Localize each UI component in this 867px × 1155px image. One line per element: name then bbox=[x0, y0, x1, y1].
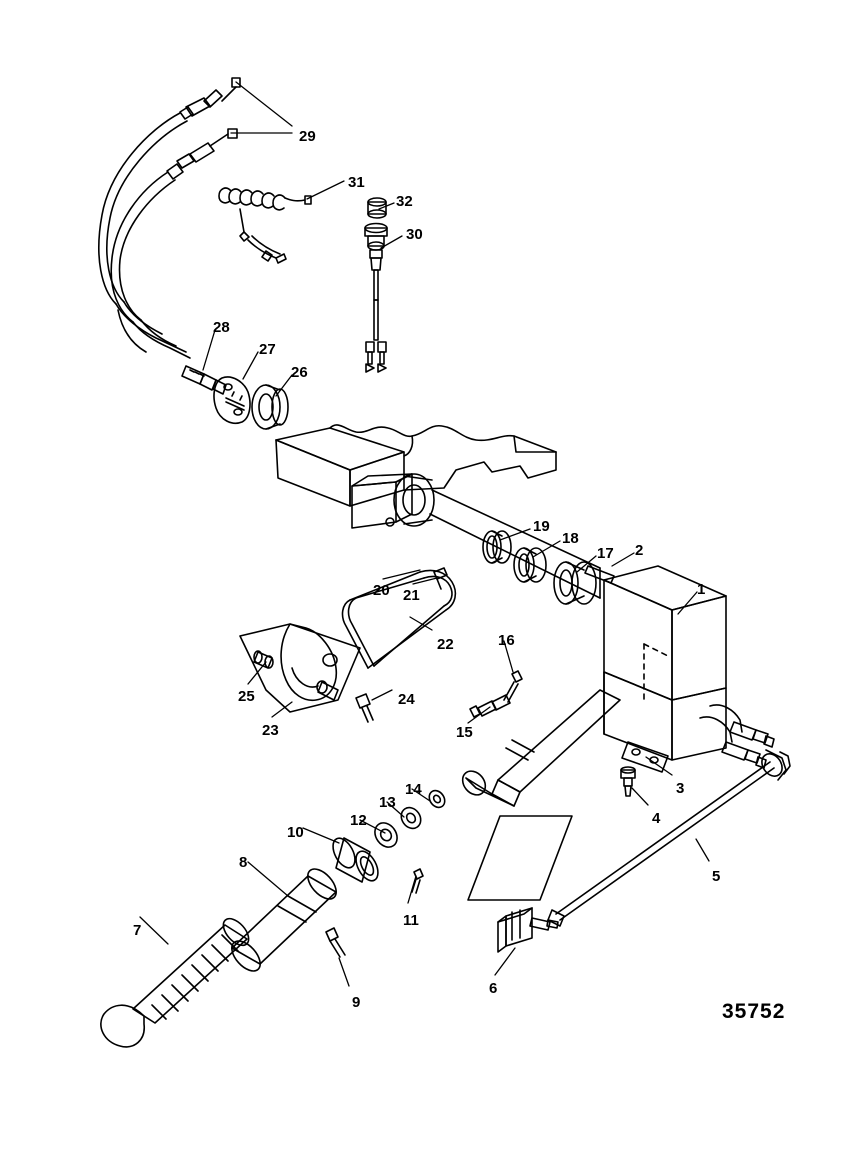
callout-7: 7 bbox=[133, 922, 142, 939]
cable-assembly-29 bbox=[99, 78, 240, 358]
callout-12: 12 bbox=[350, 812, 367, 829]
swivel-bracket-body bbox=[276, 425, 556, 528]
callout-23: 23 bbox=[262, 722, 279, 739]
shift-linkage-22 bbox=[343, 568, 456, 668]
lanyard-cord-31 bbox=[219, 188, 311, 263]
leader-lines bbox=[140, 82, 709, 986]
callout-6: 6 bbox=[489, 980, 498, 997]
callout-1: 1 bbox=[697, 581, 706, 598]
fasteners-15-16 bbox=[470, 671, 522, 717]
callout-10: 10 bbox=[287, 824, 304, 841]
part-27-mount-plate bbox=[214, 377, 250, 423]
callout-29: 29 bbox=[299, 128, 316, 145]
callout-19: 19 bbox=[533, 518, 550, 535]
callout-25: 25 bbox=[238, 688, 255, 705]
drawing-number: 35752 bbox=[722, 1000, 786, 1023]
callout-27: 27 bbox=[259, 341, 276, 358]
part-26-grommet bbox=[252, 385, 288, 429]
tiller-housing-1 bbox=[604, 566, 742, 760]
callout-5: 5 bbox=[712, 868, 721, 885]
part-6-bracket bbox=[468, 816, 572, 952]
callout-4: 4 bbox=[652, 810, 661, 827]
callout-30: 30 bbox=[406, 226, 423, 243]
callout-18: 18 bbox=[562, 530, 579, 547]
callout-11: 11 bbox=[403, 912, 419, 929]
callout-14: 14 bbox=[405, 781, 422, 798]
callout-13: 13 bbox=[379, 794, 396, 811]
part-11-screw bbox=[412, 869, 423, 893]
callout-9: 9 bbox=[352, 994, 361, 1011]
bushings-19-18-17 bbox=[483, 531, 614, 604]
callout-16: 16 bbox=[498, 632, 515, 649]
part-4-screw bbox=[621, 767, 635, 796]
callout-8: 8 bbox=[239, 854, 248, 871]
callout-17: 17 bbox=[597, 545, 614, 562]
inner-shaft bbox=[458, 690, 620, 806]
callout-24: 24 bbox=[398, 691, 415, 708]
callout-15: 15 bbox=[456, 724, 473, 741]
callout-3: 3 bbox=[676, 780, 685, 797]
shift-rod-5 bbox=[548, 750, 790, 926]
callout-28: 28 bbox=[213, 319, 230, 336]
part-9-screw bbox=[326, 928, 345, 957]
callout-2: 2 bbox=[635, 542, 644, 559]
callout-32: 32 bbox=[396, 193, 413, 210]
callout-26: 26 bbox=[291, 364, 308, 381]
callout-31: 31 bbox=[348, 174, 365, 191]
part-7-rubber-grip bbox=[101, 914, 254, 1047]
stop-switch-30 bbox=[365, 198, 387, 372]
cable-ends-right bbox=[722, 722, 774, 768]
callout-21: 21 bbox=[403, 587, 420, 604]
part-8-grip-barrel bbox=[227, 864, 342, 976]
callout-20: 20 bbox=[373, 582, 390, 599]
callout-22: 22 bbox=[437, 636, 454, 653]
